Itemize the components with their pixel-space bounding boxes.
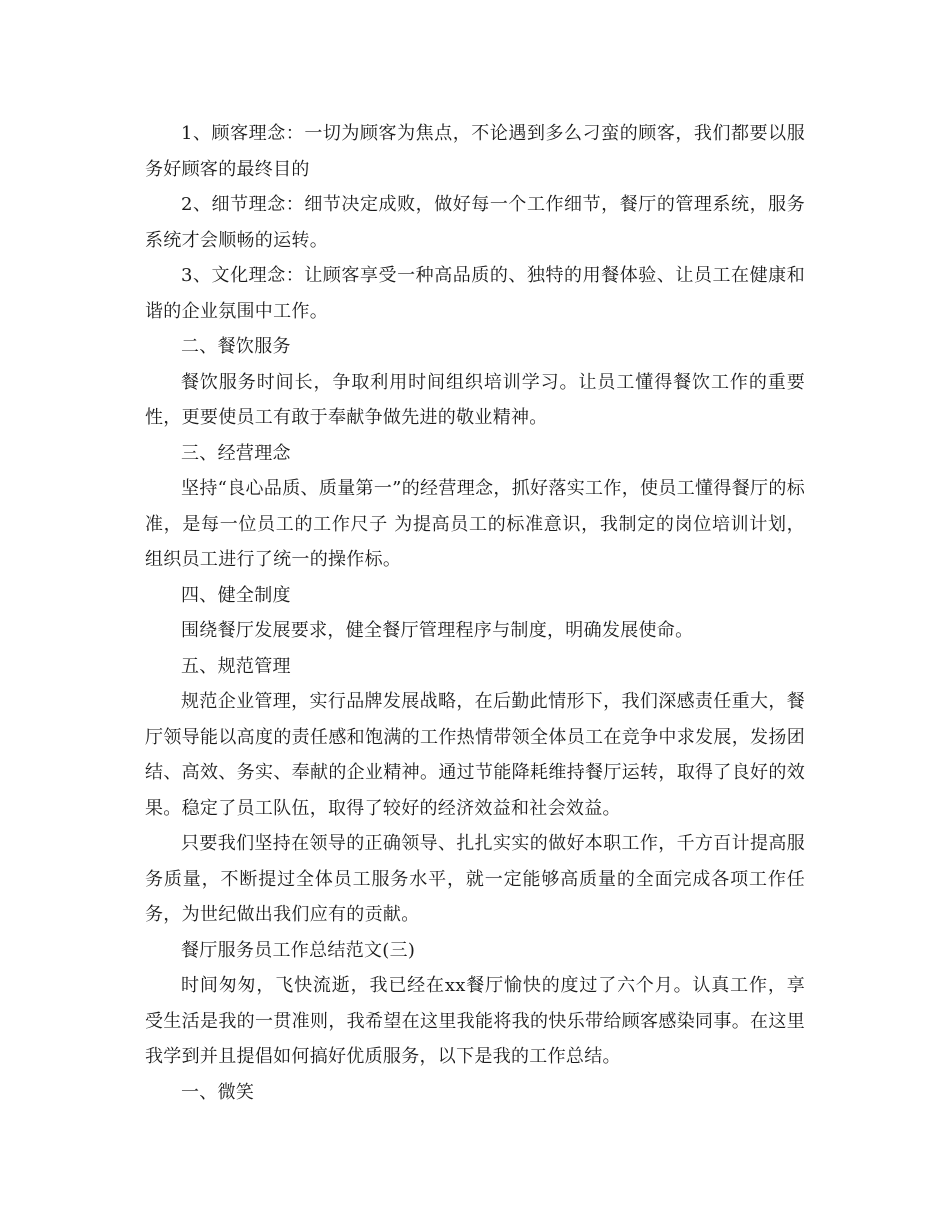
paragraph-culture-concept: 3、文化理念：让顾客享受一种高品质的、独特的用餐体验、让员工在健康和谐的企业氛围中工作。 [145, 265, 805, 322]
section-heading-catering-service: 二、餐饮服务 [181, 336, 291, 357]
section-heading-business-concept: 三、经营理念 [181, 442, 291, 464]
paragraph-catering-service: 餐饮服务时间长，争取利用时间组织培训学习。让员工懂得餐饮工作的重要性，更要使员工有敢于奉献争做先进的敬业精神。 [145, 371, 805, 428]
section-heading-smile: 一、微笑 [181, 1081, 255, 1103]
paragraph-customer-concept: 1、顾客理念：一切为顾客为焦点，不论遇到多么刁蛮的顾客，我们都要以服务好顾客的最终目的 [145, 123, 805, 180]
paragraph-standard-management: 规范企业管理，实行品牌发展战略，在后勤此情形下，我们深感责任重大，餐厅领导能以高度的责任感和饱满的工作热情带领全体员工在竞争中求发展，发扬团结、高效、务实、奉献的企业精神。通过节能降耗维持餐厅运转，取得了良好的效果。稳定了员工队伍，取得了较好的经济效益和社会效益。 [145, 691, 805, 819]
paragraph-sound-system: 围绕餐厅发展要求，健全餐厅管理程序与制度，明确发展使命。 [181, 620, 694, 641]
paragraph-introduction: 时间匆匆，飞快流逝，我已经在xx餐厅愉快的度过了六个月。认真工作，享受生活是我的一贯准则，我希望在这里我能将我的快乐带给顾客感染同事。在这里我学到并且提倡如何搞好优质服务，以下是我的工作总结。 [145, 975, 805, 1067]
document-body [145, 116, 805, 1110]
section-heading-sound-system: 四、健全制度 [181, 584, 291, 606]
paragraph-business-concept: 坚持“良心品质、质量第一”的经营理念，抓好落实工作，使员工懂得餐厅的标准，是每一位员工的工作尺子 为提高员工的标准意识，我制定的岗位培训计划，组织员工进行了统一的操作标。 [145, 478, 805, 570]
paragraph-conclusion: 只要我们坚持在领导的正确领导、扎扎实实的做好本职工作，千方百计提高服务质量，不断提过全体员工服务水平，就一定能够高质量的全面完成各项工作任务，为世纪做出我们应有的贡献。 [145, 833, 805, 925]
article-title-part-three: 餐厅服务员工作总结范文(三) [181, 939, 416, 961]
section-heading-standard-management: 五、规范管理 [181, 655, 291, 677]
paragraph-detail-concept: 2、细节理念：细节决定成败，做好每一个工作细节，餐厅的管理系统，服务系统才会顺畅的运转。 [145, 194, 805, 251]
